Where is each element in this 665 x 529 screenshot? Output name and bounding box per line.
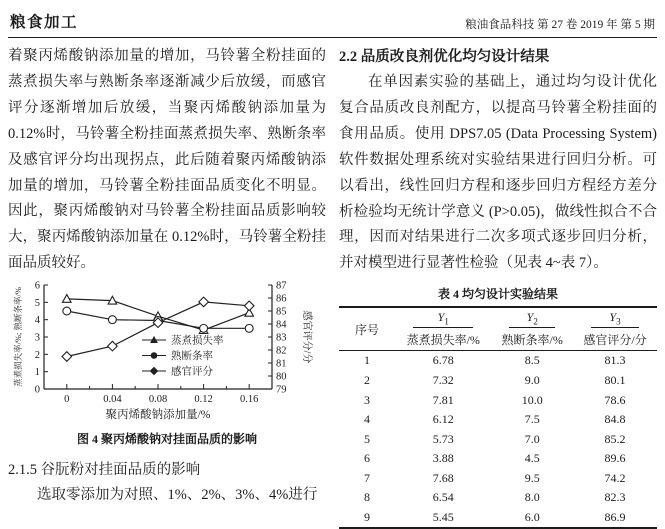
section-2-1-5-text: 选取零添加为对照、1%、2%、3%、4%进行 xyxy=(37,487,318,504)
col-header-y2 xyxy=(491,307,573,330)
svg-text:聚丙烯酸钠添加量/%: 聚丙烯酸钠添加量/% xyxy=(105,409,211,422)
col-header-broken-rate: 熟断条率/% xyxy=(491,330,573,351)
svg-text:2: 2 xyxy=(34,349,40,361)
journal-issue-info: 粮油食品科技 第 27 卷 2019 年 第 5 期 xyxy=(465,19,655,31)
table-row xyxy=(339,390,657,410)
table-row xyxy=(339,449,657,469)
table-cell: 8.5 xyxy=(524,353,540,368)
table-cell: 6.0 xyxy=(524,510,540,525)
table-cell: 5.45 xyxy=(432,510,454,525)
svg-text:81: 81 xyxy=(276,358,287,370)
svg-text:82: 82 xyxy=(276,345,287,357)
table-row xyxy=(339,410,657,430)
figure-4-caption: 图 4 聚丙烯酸钠对挂面品质的影响 xyxy=(76,432,257,447)
table-cell: 78.6 xyxy=(604,392,626,407)
table-row xyxy=(339,371,657,391)
table-row xyxy=(339,429,657,449)
table-cell: 85.2 xyxy=(604,431,626,446)
table-cell: 4.5 xyxy=(524,451,540,466)
y1-subscript: 1 xyxy=(444,316,449,327)
svg-text:80: 80 xyxy=(276,371,287,383)
table-cell: 8 xyxy=(364,490,370,505)
table-cell: 7 xyxy=(364,470,370,485)
svg-text:蒸煮损失率/%; 熟断条率/%: 蒸煮损失率/%; 熟断条率/% xyxy=(13,287,23,388)
svg-text:6: 6 xyxy=(34,280,40,292)
table-cell: 7.0 xyxy=(524,431,540,446)
figure-4-chart xyxy=(8,279,314,429)
table-cell: 5 xyxy=(364,431,370,446)
svg-text:1: 1 xyxy=(34,367,40,379)
figure-4 xyxy=(8,279,326,447)
left-column xyxy=(8,44,326,529)
table-4 xyxy=(339,306,657,529)
table-cell: 4 xyxy=(364,412,370,427)
svg-text:熟断条率: 熟断条率 xyxy=(171,351,213,363)
table-cell: 7.32 xyxy=(432,372,454,387)
col-header-cooking-loss: 蒸煮损失率/% xyxy=(395,330,491,351)
table-cell: 86.9 xyxy=(604,510,626,525)
svg-text:3: 3 xyxy=(34,332,40,344)
svg-text:0: 0 xyxy=(64,394,70,406)
table-cell: 6.78 xyxy=(432,353,454,368)
table-cell: 3.88 xyxy=(432,451,454,466)
table-cell: 5.73 xyxy=(432,431,454,446)
svg-text:83: 83 xyxy=(276,332,287,344)
table-cell: 10.0 xyxy=(521,392,543,407)
table-cell: 9.0 xyxy=(524,372,540,387)
table-row xyxy=(339,469,657,489)
table-cell: 2 xyxy=(364,372,370,387)
section-2-2-paragraph: 在单因素实验的基础上，通过均匀设计优化复合品质改良剂配方，以提高马铃薯全粉挂面的食用品质。使用 DPS7.05 (Data Processing System) 软件数据处理系统对实验结果进行回归分析。可以看出，线性回归方程和逐步回归方程经方差分析检验均无统计学意义 (P>0.05)，做线性拟合不合理，因而对结果进行二次多项式逐步回归分析，并对模型进行显著性检验（见表 4~表 7）。 xyxy=(339,74,657,272)
journal-section-title: 粮食加工 xyxy=(10,14,79,31)
y3-symbol: Y xyxy=(609,309,617,324)
table-4-title: 表 4 均匀设计实验结果 xyxy=(437,287,558,302)
table-cell: 9 xyxy=(364,510,370,525)
y1-symbol: Y xyxy=(437,309,445,324)
svg-text:蒸煮损失率: 蒸煮损失率 xyxy=(171,335,224,347)
svg-text:79: 79 xyxy=(276,384,287,396)
table-cell: 9.5 xyxy=(524,470,540,485)
svg-text:5: 5 xyxy=(34,297,40,309)
svg-text:感官评分: 感官评分 xyxy=(171,366,213,378)
table-cell: 81.3 xyxy=(604,353,626,368)
col-header-index: 序号 xyxy=(339,307,395,350)
two-column-body xyxy=(8,44,657,529)
svg-text:0.04: 0.04 xyxy=(103,394,122,406)
table-cell: 6.54 xyxy=(432,490,454,505)
y2-subscript: 2 xyxy=(533,316,538,327)
table-cell: 74.2 xyxy=(604,470,626,485)
table-row xyxy=(339,351,657,371)
table-4-head xyxy=(339,307,657,350)
table-row xyxy=(339,508,657,529)
table-cell: 80.1 xyxy=(604,372,626,387)
section-2-1-5-heading: 2.1.5 谷朊粉对挂面品质的影响 xyxy=(8,462,201,479)
svg-text:86: 86 xyxy=(276,293,287,305)
y2-symbol: Y xyxy=(526,309,534,324)
table-cell: 6 xyxy=(364,451,370,466)
svg-text:85: 85 xyxy=(276,306,287,318)
table-spanner-row xyxy=(339,307,657,330)
svg-text:0: 0 xyxy=(34,384,40,396)
y3-subscript: 3 xyxy=(616,316,621,327)
table-cell: 84.8 xyxy=(604,412,626,427)
table-cell: 8.0 xyxy=(524,490,540,505)
col-header-y3 xyxy=(573,307,657,330)
table-cell: 6.12 xyxy=(432,412,454,427)
page-header xyxy=(8,8,657,38)
svg-text:0.16: 0.16 xyxy=(240,394,259,406)
table-cell: 3 xyxy=(364,392,370,407)
section-2-2-heading: 2.2 品质改良剂优化均匀设计结果 xyxy=(339,49,550,65)
table-row xyxy=(339,488,657,508)
uniform-design-table-body xyxy=(339,351,657,529)
svg-text:4: 4 xyxy=(34,315,40,327)
col-header-sensory-score: 感官评分/分 xyxy=(573,330,657,351)
svg-text:0.08: 0.08 xyxy=(148,394,168,406)
table-cell: 89.6 xyxy=(604,451,626,466)
svg-text:0.12: 0.12 xyxy=(194,394,213,406)
svg-text:84: 84 xyxy=(276,319,287,331)
paragraph-continuation: 着聚丙烯酸钠添加量的增加，马铃薯全粉挂面的蒸煮损失率与熟断条率逐渐减少后放缓，而感官评分逐渐增加后放缓，当聚丙烯酸钠添加量为0.12%时，马铃薯全粉挂面蒸煮损失率、熟断条率及感官评分均出现拐点，此后随着聚丙烯酸钠添加量的增加，马铃薯全粉挂面品质变化不明显。因此，聚丙烯酸钠对马铃薯全粉挂面品质影响较大，聚丙烯酸钠添加量在 0.12%时，马铃薯全粉挂面品质较好。 xyxy=(8,48,326,272)
table-cell: 7.5 xyxy=(524,412,540,427)
table-cell: 7.81 xyxy=(432,392,454,407)
col-header-y1 xyxy=(395,307,491,330)
table-cell: 82.3 xyxy=(604,490,626,505)
right-column xyxy=(339,44,657,529)
table-cell: 1 xyxy=(364,353,370,368)
svg-text:感官评分/分: 感官评分/分 xyxy=(301,310,312,364)
svg-text:87: 87 xyxy=(276,280,287,292)
table-cell: 7.68 xyxy=(432,470,454,485)
